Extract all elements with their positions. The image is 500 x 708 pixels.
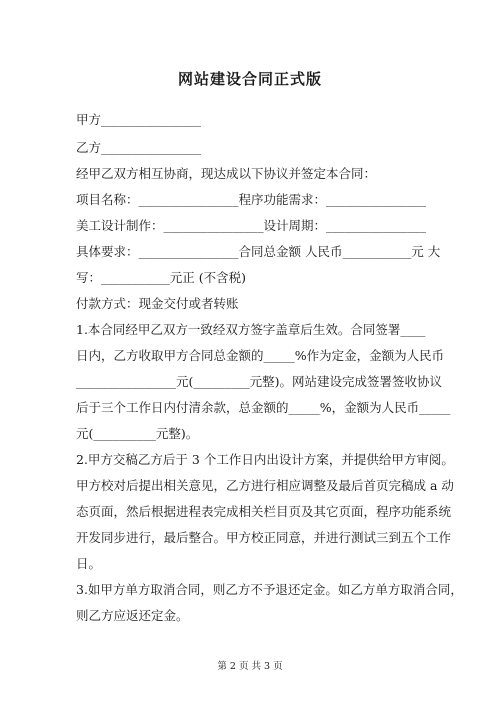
clause-1-line-4: 后于三个工作日内付清余款，总金额的_____%，金额为人民币_____: [76, 400, 451, 415]
clause-1-line-2: 日内，乙方收取甲方合同总金额的_____%作为定金，金额为人民币: [76, 348, 445, 363]
clause-2-line-5: 日。: [76, 556, 102, 571]
clause-2-line-3: 态页面，然后根据进程表完成相关栏目页及其它页面，程序功能系统: [76, 504, 452, 519]
party-a-line: 甲方________________: [76, 112, 202, 127]
clause-2-line-1: 2.甲方交稿乙方后于 3 个工作日内出设计方案，并提供给甲方审阅。: [76, 452, 454, 467]
design-line: 美工设计制作：________________设计周期：________________: [76, 218, 427, 233]
clause-1-line-3: ________________元(_________元整)。网站建设完成签署签收协议: [76, 374, 443, 389]
clause-3-line-2: 则乙方应返还定金。: [76, 608, 189, 623]
clause-3-line-1: 3.如甲方单方取消合同，则乙方不予退还定金。如乙方单方取消合同，: [76, 582, 463, 597]
clause-1-line-1: 1.本合同经甲乙双方一致经双方签字盖章后生效。合同签署____: [76, 322, 426, 337]
amount-words-line: 写：___________元正 (不含税): [76, 270, 246, 285]
project-name-line: 项目名称：________________程序功能需求：________________: [76, 192, 427, 207]
clause-2-line-2: 甲方校对后提出相关意见，乙方进行相应调整及最后首页完稿成 a 动: [76, 478, 454, 493]
clause-2-line-4: 开发同步进行，最后整合。甲方校正同意，并进行测试三到五个工作: [76, 530, 452, 545]
document-title: 网站建设合同正式版: [177, 70, 322, 88]
clause-1-line-5: 元(__________元整)。: [76, 426, 199, 441]
party-b-line: 乙方________________: [76, 140, 202, 155]
page-number: 第 2 页 共 3 页: [217, 661, 283, 672]
payment-method-line: 付款方式：现金交付或者转账: [76, 296, 239, 311]
requirements-line: 具体要求：________________合同总金额 人民币___________元 大: [76, 244, 441, 259]
agreement-intro: 经甲乙双方相互协商，现达成以下协议并签定本合同：: [76, 166, 377, 181]
